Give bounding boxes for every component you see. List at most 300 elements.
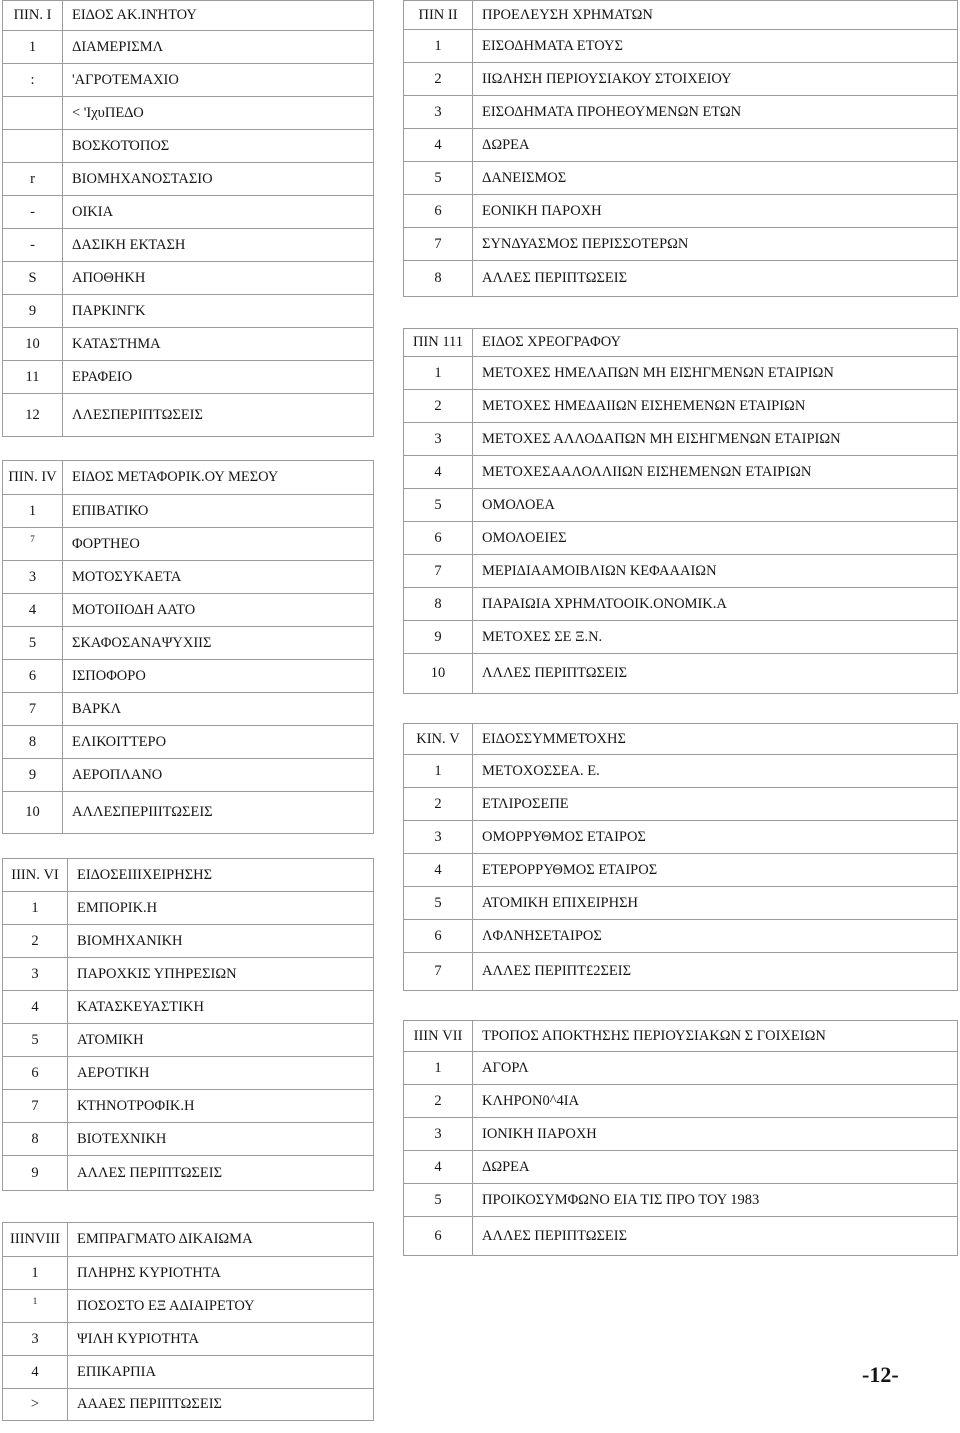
row-label: ΑΛΛΕΣΠΕΡΙΙΙΤΩΣΕΙΣ bbox=[72, 804, 213, 821]
row-code-cell bbox=[3, 97, 63, 129]
table-i-property-type bbox=[2, 0, 374, 437]
row-code: 3 bbox=[28, 568, 37, 585]
row-label: ΕΠΙΒΑΤΙΚΟ bbox=[72, 502, 149, 519]
table-header-row bbox=[3, 859, 373, 892]
row-code-cell bbox=[3, 1389, 68, 1420]
table-number-cell bbox=[3, 1, 63, 30]
row-label: ΜΕΤΟΧΕΣ ΣΕ Ξ.Ν. bbox=[482, 628, 603, 645]
row-label: ΠΟΣΟΣΤΟ ΕΞ ΑΔΙΑΙΡΕΤΟΥ bbox=[77, 1297, 255, 1314]
table-vi-business-type bbox=[2, 858, 374, 1191]
table-row bbox=[3, 130, 373, 163]
row-label: ΒΟΣΚΟΤΌΠΟΣ bbox=[72, 137, 170, 154]
row-code: 10 bbox=[430, 665, 446, 682]
row-label: ΜΕΡΙΔΙΑΑΜΟΙΒΛΙΩΝ ΚΕΦΑΑΑΙΩΝ bbox=[482, 562, 717, 579]
table-row bbox=[404, 96, 957, 129]
table-iii-security-type bbox=[403, 328, 958, 694]
table-row bbox=[404, 30, 957, 63]
table-row bbox=[3, 991, 373, 1024]
table-row bbox=[404, 195, 957, 228]
row-code-cell bbox=[3, 693, 63, 725]
row-code: 8 bbox=[434, 270, 442, 287]
row-code-cell bbox=[3, 958, 68, 990]
row-code-cell bbox=[3, 130, 63, 162]
row-code: 12 bbox=[25, 406, 40, 423]
row-label: ΕΠΙΚΑΡΠΙΑ bbox=[77, 1363, 156, 1380]
row-code: 1 bbox=[434, 1059, 442, 1076]
row-code-cell bbox=[404, 1217, 473, 1255]
row-code-cell bbox=[3, 594, 63, 626]
table-row bbox=[404, 129, 957, 162]
row-code-cell bbox=[404, 456, 473, 488]
table-row bbox=[3, 229, 373, 262]
table-row bbox=[404, 357, 957, 390]
table-row bbox=[3, 1257, 373, 1290]
table-row bbox=[404, 162, 957, 195]
row-label: ΔΩΡΕΑ bbox=[482, 136, 530, 153]
table-number-cell bbox=[404, 1021, 473, 1051]
row-code-cell bbox=[3, 1057, 68, 1089]
row-code-cell bbox=[404, 854, 473, 886]
row-code-cell bbox=[3, 1257, 68, 1289]
row-code-cell bbox=[3, 726, 63, 758]
row-label: ΟΜΟΛΟΕΙΕΣ bbox=[482, 529, 567, 546]
row-code-cell bbox=[3, 1323, 68, 1355]
row-code-cell bbox=[404, 390, 473, 422]
row-code-cell bbox=[3, 361, 63, 393]
table-title: ΕΜΠΡΑΓΜΑΤΟ ΔΙΚΑΙΩΜΑ bbox=[77, 1231, 253, 1248]
table-row bbox=[3, 561, 373, 594]
row-label: ΨΙΛΗ ΚΥΡΙΟΤΗΤΑ bbox=[77, 1330, 199, 1347]
row-code: 6 bbox=[434, 529, 442, 546]
row-code: 7 bbox=[434, 562, 442, 579]
table-header-row bbox=[404, 724, 957, 755]
table-number: ΙΙΙΝ VΙΙ bbox=[413, 1027, 463, 1044]
row-code-cell bbox=[404, 788, 473, 820]
row-code-cell bbox=[404, 555, 473, 587]
row-code-cell bbox=[3, 196, 63, 228]
table-row bbox=[3, 394, 373, 436]
table-row bbox=[3, 196, 373, 229]
row-code-cell bbox=[3, 1123, 68, 1155]
row-code: 6 bbox=[434, 927, 442, 944]
table-row bbox=[404, 489, 957, 522]
row-label: ΜΕΤΟΧΕΣΑΑΛΟΛΛΙΙΩΝ ΕΙΣΗΕΜΕΝΩΝ ΕΤΑΙΡΙΩΝ bbox=[482, 463, 812, 480]
table-row bbox=[404, 755, 957, 788]
row-code-cell bbox=[3, 163, 63, 195]
row-code: 11 bbox=[25, 368, 40, 385]
row-code: 2 bbox=[434, 795, 442, 812]
table-row bbox=[404, 390, 957, 423]
table-title: ΕΙΔΟΣΣΥΜΜΕΤΌΧΗΣ bbox=[482, 730, 626, 747]
row-code-cell bbox=[3, 528, 63, 560]
row-label: ΑΛΛΕΣ ΠΕΡΙΠΤ£2ΣΕΙΣ bbox=[482, 963, 632, 980]
row-code: 5 bbox=[434, 1191, 442, 1208]
table-row bbox=[404, 1118, 957, 1151]
table-header-row bbox=[404, 1, 957, 30]
row-code: 5 bbox=[434, 169, 442, 186]
table-number-cell bbox=[404, 1, 473, 29]
row-label: ΜΕΤΟΧΕΣ ΗΜΕΛΑΠΩΝ ΜΗ ΕΙΣΗΓΜΕΝΩΝ ΕΤΑΙΡΙΩΝ bbox=[482, 364, 834, 381]
table-title: ΠΡΟΕΛΕΥΣΗ ΧΡΗΜΑΤΩΝ bbox=[482, 6, 653, 23]
table-number: ΙΙΙΝ. VΙ bbox=[11, 866, 59, 883]
row-code: 9 bbox=[28, 302, 37, 319]
table-row bbox=[404, 1217, 957, 1255]
row-code-cell bbox=[404, 261, 473, 296]
row-code-cell bbox=[404, 920, 473, 952]
row-label: ΕΤΛΙΡΟΣΕΠΕ bbox=[482, 795, 569, 812]
row-code-cell bbox=[3, 229, 63, 261]
table-row bbox=[3, 1156, 373, 1190]
row-code-cell bbox=[404, 1151, 473, 1183]
row-code-cell bbox=[404, 162, 473, 194]
table-row bbox=[404, 588, 957, 621]
table-row bbox=[3, 1290, 373, 1323]
row-label: ΕΟΝΙΚΗ ΠΑΡΟΧΗ bbox=[482, 202, 602, 219]
table-row bbox=[3, 1123, 373, 1156]
table-row bbox=[404, 621, 957, 654]
row-label: ΟΙΚΙΑ bbox=[72, 203, 114, 220]
row-code: 2 bbox=[31, 932, 39, 949]
row-code: 4 bbox=[31, 1363, 39, 1380]
row-label: ΒΙΟΜΗΧΑΝΙΚΗ bbox=[77, 932, 183, 949]
row-code: 3 bbox=[434, 103, 442, 120]
row-code-cell bbox=[3, 394, 63, 436]
row-label: 'ΑΓΡΟΤΕΜΑΧΙΟ bbox=[72, 71, 179, 88]
table-number: ΙΙΙΝVΙΙΙ bbox=[10, 1231, 60, 1248]
row-label: ΑΑΑΕΣ ΠΕΡΙΠΤΩΣΕΙΣ bbox=[77, 1396, 222, 1413]
table-header-row bbox=[404, 1021, 957, 1052]
row-code-cell bbox=[404, 195, 473, 227]
row-label: ΒΙΟΤΕΧΝΙΚΗ bbox=[77, 1130, 167, 1147]
row-code-cell bbox=[404, 1118, 473, 1150]
table-row bbox=[3, 892, 373, 925]
row-code-cell bbox=[3, 1090, 68, 1122]
row-label: ΛΦΛΝΗΣΕΤΑΙΡΟΣ bbox=[482, 927, 602, 944]
row-code-cell bbox=[404, 63, 473, 95]
table-row bbox=[404, 788, 957, 821]
row-code: 7 bbox=[434, 235, 442, 252]
row-code: 5 bbox=[434, 894, 442, 911]
row-code-cell bbox=[3, 792, 63, 833]
row-label: ΠΑΡΟΧΚΙΣ ΥΠΗΡΕΣΙΩΝ bbox=[77, 965, 237, 982]
row-label: ΑΓΟΡΛ bbox=[482, 1059, 529, 1076]
row-code: > bbox=[30, 1396, 40, 1413]
row-label: ΔΑΣΙΚΗ ΕΚΤΑΣΗ bbox=[72, 236, 186, 253]
table-row bbox=[3, 328, 373, 361]
row-code: 6 bbox=[31, 1064, 39, 1081]
table-row bbox=[3, 1389, 373, 1420]
row-label: ΛΛΛΕΣ ΠΕΡΙΠΤΩΣΕΙΣ bbox=[482, 665, 628, 682]
table-row bbox=[3, 1090, 373, 1123]
table-viii-real-right bbox=[2, 1222, 374, 1421]
row-code-cell bbox=[404, 357, 473, 389]
row-label: < 'ΙχυΠΕΔΟ bbox=[72, 104, 144, 121]
row-code-cell bbox=[3, 1024, 68, 1056]
row-code: 9 bbox=[31, 1164, 39, 1181]
row-code: 1 bbox=[31, 899, 39, 916]
row-code-cell bbox=[3, 627, 63, 659]
row-label: ΛΛΕΣΠΕΡΙΠΤΩΣΕΙΣ bbox=[72, 406, 203, 423]
row-label: ΕΜΠΟΡΙΚ.Η bbox=[77, 899, 158, 916]
row-label: ΔΩΡΕΑ bbox=[482, 1158, 530, 1175]
row-label: ΕΙΣΟΔΗΜΑΤΑ ΠΡΟΗΕΟΥΜΕΝΩΝ ΕΤΩΝ bbox=[482, 103, 742, 120]
table-row bbox=[3, 792, 373, 833]
row-code: 1 bbox=[32, 1295, 38, 1306]
table-row bbox=[3, 361, 373, 394]
row-code-cell bbox=[404, 522, 473, 554]
table-row bbox=[3, 594, 373, 627]
table-number-cell bbox=[3, 1223, 68, 1256]
table-row bbox=[3, 726, 373, 759]
row-code-cell bbox=[3, 991, 68, 1023]
row-code: 7 bbox=[31, 1097, 39, 1114]
table-title: ΤΡΟΠΟΣ ΑΠΟΚΤΗΣΗΣ ΠΕΡΙΟΥΣΙΑΚΩΝ Σ ΓΟΙΧΕΙΩΝ bbox=[482, 1027, 826, 1044]
row-label: ΑΕΡΟΤΙΚΗ bbox=[77, 1064, 150, 1081]
row-label: ΠΛΗΡΗΣ ΚΥΡΙΟΤΗΤΑ bbox=[77, 1264, 221, 1281]
row-label: ΣΚΑΦΟΣΑΝΑΨΥΧΙΙΣ bbox=[72, 634, 212, 651]
table-row bbox=[3, 528, 373, 561]
row-code: 3 bbox=[434, 430, 442, 447]
row-code: 1 bbox=[28, 38, 37, 55]
row-label: ΜΟΤΟΙΙΟΔΗ ΑΑΤΟ bbox=[72, 601, 196, 618]
table-row bbox=[404, 920, 957, 953]
row-code: 5 bbox=[31, 1031, 39, 1048]
table-title: ΕΙΔΟΣ ΜΕΤΑΦΟΡΙΚ.ΟΥ ΜΕΣΟΥ bbox=[72, 469, 279, 486]
row-code-cell bbox=[3, 1356, 68, 1388]
row-label: ΒΑΡΚΛ bbox=[72, 700, 122, 717]
row-code: 2 bbox=[434, 70, 442, 87]
table-number: ΠΙΝ. IV bbox=[8, 469, 57, 486]
table-number-cell bbox=[3, 461, 63, 494]
row-code-cell bbox=[3, 495, 63, 527]
row-label: ΠΑΡΚΙΝΓΚ bbox=[72, 302, 146, 319]
row-code: 4 bbox=[434, 861, 442, 878]
row-code: 1 bbox=[434, 364, 442, 381]
table-row bbox=[404, 522, 957, 555]
table-vii-acquisition-method bbox=[403, 1020, 958, 1256]
row-code: 6 bbox=[434, 1227, 442, 1244]
row-code: 6 bbox=[28, 667, 37, 684]
row-code-cell bbox=[3, 295, 63, 327]
table-row bbox=[3, 958, 373, 991]
row-code-cell bbox=[404, 654, 473, 693]
table-row bbox=[404, 1184, 957, 1217]
row-label: ΙΣΠΟΦΟΡΟ bbox=[72, 667, 146, 684]
table-header-row bbox=[3, 1223, 373, 1257]
row-code: r bbox=[30, 170, 35, 187]
row-label: ΔΙΑΜΕΡΙΣΜΛ bbox=[72, 38, 164, 55]
row-code-cell bbox=[404, 1052, 473, 1084]
row-code-cell bbox=[3, 561, 63, 593]
row-code-cell bbox=[404, 1085, 473, 1117]
row-label: ΦΟΡΤΗΕΟ bbox=[72, 535, 140, 552]
table-header-row bbox=[3, 461, 373, 495]
table-row bbox=[404, 63, 957, 96]
table-row bbox=[404, 228, 957, 261]
page-number: -12- bbox=[862, 1362, 899, 1387]
row-label: ΑΠΟΘΗΚΗ bbox=[72, 269, 146, 286]
row-code-cell bbox=[404, 887, 473, 919]
row-code-cell bbox=[404, 821, 473, 853]
row-code: 1 bbox=[31, 1264, 39, 1281]
table-number: ΠΙΝ. Ι bbox=[13, 7, 52, 24]
table-number-cell bbox=[404, 329, 473, 356]
row-code: S bbox=[28, 269, 37, 286]
row-code: 7 bbox=[28, 700, 37, 717]
row-code-cell bbox=[3, 892, 68, 924]
table-row bbox=[404, 821, 957, 854]
row-label: ΚΤΗΝΟΤΡΟΦΙΚ.Η bbox=[77, 1097, 195, 1114]
row-code-cell bbox=[404, 30, 473, 62]
row-code: - bbox=[30, 236, 35, 253]
row-code: 10 bbox=[25, 804, 40, 821]
row-code: 3 bbox=[31, 1330, 39, 1347]
row-code: 9 bbox=[28, 766, 37, 783]
table-ii-source-of-funds bbox=[403, 0, 958, 297]
row-label: ΙΙΩΛΗΣΗ ΠΕΡΙΟΥΣΙΑΚΟΥ ΣΤΟΙΧΕΙΟΥ bbox=[482, 70, 732, 87]
row-label: ΜΕΤΟΧΕΣ ΗΜΕΔΑΙΙΩΝ ΕΙΣΗΕΜΕΝΩΝ ΕΤΑΙΡΙΩΝ bbox=[482, 397, 806, 414]
row-label: ΕΙΣΟΔΗΜΑΤΑ ΕΤΟΥΣ bbox=[482, 37, 623, 54]
row-code: : bbox=[30, 71, 35, 88]
row-code: 4 bbox=[434, 463, 442, 480]
row-code-cell bbox=[404, 423, 473, 455]
row-label: ΑΛΛΕΣ ΠΕΡΙΠΤΩΣΕΙΣ bbox=[77, 1164, 223, 1181]
row-label: ΜΟΤΟΣΥΚΑΕΤΑ bbox=[72, 568, 182, 585]
table-row bbox=[3, 925, 373, 958]
row-code: 4 bbox=[28, 601, 37, 618]
row-code: 1 bbox=[28, 502, 37, 519]
row-label: ΣΥΝΔΥΑΣΜΟΣ ΠΕΡΙΣΣΟΤΕΡΩΝ bbox=[482, 235, 689, 252]
row-code: 2 bbox=[434, 397, 442, 414]
row-code: 9 bbox=[434, 628, 442, 645]
table-title: ΕΙΔΟΣ ΧΡΕΟΓΡΑΦΟΥ bbox=[482, 334, 621, 351]
row-code-cell bbox=[404, 588, 473, 620]
table-row bbox=[404, 854, 957, 887]
row-code: 4 bbox=[434, 1158, 442, 1175]
table-row bbox=[3, 1024, 373, 1057]
table-row bbox=[3, 1356, 373, 1389]
table-row bbox=[3, 262, 373, 295]
row-code: 10 bbox=[25, 335, 40, 352]
row-label: ΕΡΑΦΕΙΟ bbox=[72, 368, 133, 385]
table-row bbox=[3, 163, 373, 196]
row-code: - bbox=[30, 203, 35, 220]
table-header-row bbox=[3, 1, 373, 31]
table-title: ΕΙΔΟΣΕΙΙΙΧΕΙΡΗΣΗΣ bbox=[77, 866, 213, 883]
table-row bbox=[3, 660, 373, 693]
table-row bbox=[3, 31, 373, 64]
row-code-cell bbox=[3, 328, 63, 360]
table-number: ΚΙΝ. V bbox=[416, 730, 460, 747]
table-iv-vehicle-type bbox=[2, 460, 374, 834]
row-code: 8 bbox=[31, 1130, 39, 1147]
row-code-cell bbox=[3, 1290, 68, 1322]
row-label: ΙΟΝΙΚΗ ΙΙΑΡΟΧΗ bbox=[482, 1125, 597, 1142]
table-row bbox=[404, 1052, 957, 1085]
table-row bbox=[3, 64, 373, 97]
row-code: 4 bbox=[434, 136, 442, 153]
row-code-cell bbox=[3, 31, 63, 63]
table-title: ΕΙΔΟΣ ΑΚ.ΙΝΉΤΟΥ bbox=[72, 7, 197, 24]
table-row bbox=[404, 1151, 957, 1184]
table-row bbox=[3, 97, 373, 130]
table-row bbox=[3, 295, 373, 328]
row-code: 3 bbox=[31, 965, 39, 982]
row-label: ΒΙΟΜΗΧΑΝΟΣΤΑΣΙΟ bbox=[72, 170, 213, 187]
table-row bbox=[3, 693, 373, 726]
row-code: 2 bbox=[434, 1092, 442, 1109]
row-label: ΜΕΤΟΧΕΣ ΑΛΛΟΔΑΠΩΝ ΜΗ ΕΙΣΗΓΜΕΝΩΝ ΕΤΑΙΡΙΩΝ bbox=[482, 430, 841, 447]
row-label: ΔΑΝΕΙΣΜΟΣ bbox=[482, 169, 567, 186]
table-row bbox=[3, 1057, 373, 1090]
table-header-row bbox=[404, 329, 957, 357]
row-code-cell bbox=[404, 129, 473, 161]
row-code: 4 bbox=[31, 998, 39, 1015]
row-code: 7 bbox=[30, 533, 35, 544]
row-label: ΚΛΗΡΟΝ0^4ΙΑ bbox=[482, 1092, 580, 1109]
row-code-cell bbox=[404, 755, 473, 787]
row-label: ΟΜΟΛΟΕΑ bbox=[482, 496, 555, 513]
table-number: ΠΙΝ 111 bbox=[412, 334, 464, 351]
table-number-cell bbox=[404, 724, 473, 754]
table-v-participation-type bbox=[403, 723, 958, 991]
row-code: 5 bbox=[434, 496, 442, 513]
row-code-cell bbox=[404, 953, 473, 990]
row-code-cell bbox=[3, 759, 63, 791]
row-code-cell bbox=[404, 96, 473, 128]
row-label: ΟΜΟΡΡΥΘΜΟΣ ΕΤΑΙΡΟΣ bbox=[482, 828, 646, 845]
row-label: ΚΑΤΑΣΚΕΥΑΣΤΙΚΗ bbox=[77, 998, 204, 1015]
table-number: ΠΙΝ ΙΙ bbox=[418, 6, 458, 23]
row-label: ΚΑΤΑΣΤΗΜΑ bbox=[72, 335, 161, 352]
row-code-cell bbox=[404, 621, 473, 653]
row-code-cell bbox=[3, 925, 68, 957]
table-row bbox=[404, 953, 957, 990]
row-code: 1 bbox=[434, 37, 442, 54]
row-label: ΑΛΛΕΣ ΠΕΡΙΠΤΩΣΕΙΣ bbox=[482, 270, 628, 287]
table-row bbox=[3, 759, 373, 792]
row-code: 7 bbox=[434, 963, 442, 980]
table-row bbox=[404, 555, 957, 588]
table-row bbox=[3, 627, 373, 660]
row-code: 5 bbox=[28, 634, 37, 651]
table-row bbox=[404, 261, 957, 296]
row-code: 8 bbox=[28, 733, 37, 750]
table-row bbox=[404, 1085, 957, 1118]
row-label: ΕΤΕΡΟΡΡΥΘΜΟΣ ΕΤΑΙΡΟΣ bbox=[482, 861, 658, 878]
row-code: 3 bbox=[434, 828, 442, 845]
table-row bbox=[3, 495, 373, 528]
row-label: ΠΡΟΙΚΟΣΥΜΦΩΝΟ ΕΙΑ ΤΙΣ ΠΡΟ ΤΟΥ 1983 bbox=[482, 1191, 760, 1208]
row-label: ΑΤΟΜΙΚΗ ΕΠΙΧΕΙΡΗΣΗ bbox=[482, 894, 638, 911]
row-code: 6 bbox=[434, 202, 442, 219]
table-row bbox=[404, 423, 957, 456]
row-label: ΑΕΡΟΠΛΑΝΟ bbox=[72, 766, 163, 783]
row-code-cell bbox=[404, 489, 473, 521]
row-label: ΑΛΛΕΣ ΠΕΡΙΠΤΩΣΕΙΣ bbox=[482, 1227, 628, 1244]
row-code: 8 bbox=[434, 595, 442, 612]
table-row bbox=[404, 654, 957, 693]
row-label: ΜΕΤΟΧΟΣΣΕΑ. Ε. bbox=[482, 762, 600, 779]
table-row bbox=[3, 1323, 373, 1356]
row-label: ΠΑΡΑΙΩΙΑ ΧΡΗΜΛΤΟΟΙΚ.ΟΝΟΜΙΚ.Α bbox=[482, 595, 727, 612]
row-code-cell bbox=[3, 1156, 68, 1190]
row-code-cell bbox=[3, 262, 63, 294]
row-code: 1 bbox=[434, 762, 442, 779]
row-code-cell bbox=[3, 64, 63, 96]
table-row bbox=[404, 456, 957, 489]
row-code-cell bbox=[404, 1184, 473, 1216]
